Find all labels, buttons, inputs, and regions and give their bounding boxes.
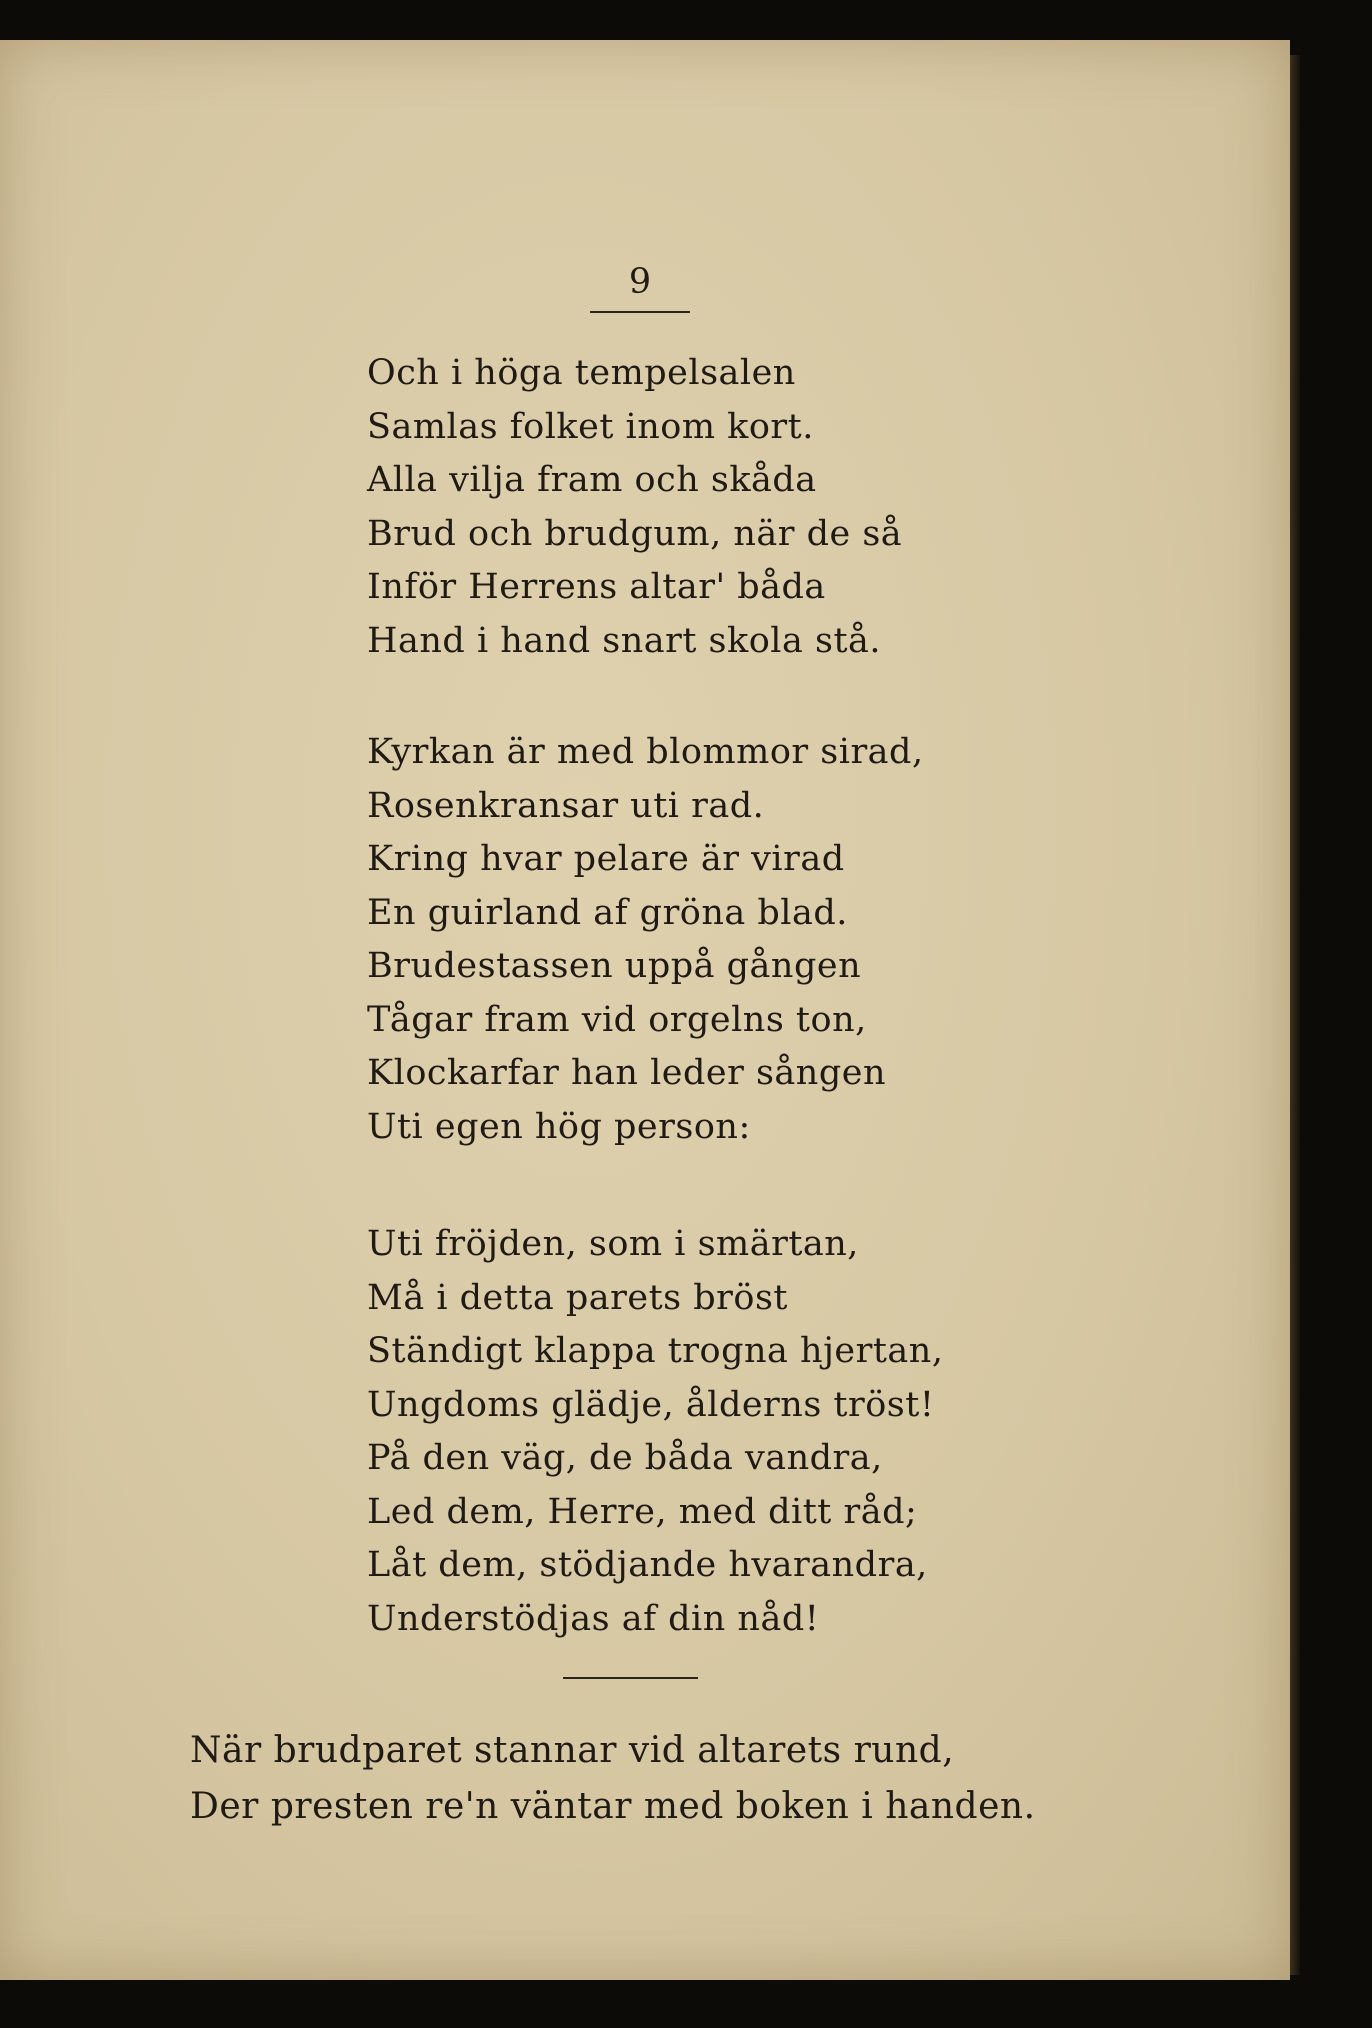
poem-line: Hand i hand snart skola stå. xyxy=(367,620,881,661)
poem-line: Understödjas af din nåd! xyxy=(367,1598,820,1639)
poem-stanza-3 xyxy=(367,1218,943,1646)
closing-line: Der presten re'n väntar med boken i handen. xyxy=(190,1786,1036,1827)
header-rule xyxy=(590,311,690,313)
closing-couplet xyxy=(190,1723,1036,1835)
poem-line: Uti egen hög person: xyxy=(367,1106,751,1147)
poem-line: Led dem, Herre, med ditt råd; xyxy=(367,1491,918,1532)
page-number: 9 xyxy=(628,262,652,302)
poem-stanza-1 xyxy=(367,347,902,668)
poem-line: Ständigt klappa trogna hjertan, xyxy=(367,1331,944,1371)
poem-line: Rosenkransar uti rad. xyxy=(367,785,765,826)
poem-line: Brudestassen uppå gången xyxy=(367,946,862,986)
book-page xyxy=(0,40,1290,1980)
poem-line: Ungdoms glädje, ålderns tröst! xyxy=(367,1384,935,1425)
closing-line: När brudparet stannar vid altarets rund, xyxy=(190,1730,955,1771)
poem-line: Inför Herrens altar' båda xyxy=(367,567,826,607)
poem-line: På den väg, de båda vandra, xyxy=(367,1438,883,1478)
poem-stanza-2 xyxy=(367,726,924,1154)
poem-line: Må i detta parets bröst xyxy=(367,1277,788,1318)
poem-line: Kyrkan är med blommor sirad, xyxy=(367,732,924,772)
section-divider-rule xyxy=(563,1677,698,1679)
page-edge-shadow xyxy=(1290,55,1300,1975)
poem-line: Kring hvar pelare är virad xyxy=(367,839,845,879)
poem-line: Brud och brudgum, när de så xyxy=(367,513,903,554)
poem-line: Tågar fram vid orgelns ton, xyxy=(367,999,867,1040)
poem-line: Och i höga tempelsalen xyxy=(367,353,796,393)
poem-line: Klockarfar han leder sången xyxy=(367,1053,886,1093)
poem-line: En guirland af gröna blad. xyxy=(367,892,848,933)
poem-line: Uti fröjden, som i smärtan, xyxy=(367,1224,859,1264)
poem-line: Samlas folket inom kort. xyxy=(367,406,814,447)
poem-line: Låt dem, stödjande hvarandra, xyxy=(367,1545,928,1585)
poem-line: Alla vilja fram och skåda xyxy=(367,460,817,500)
